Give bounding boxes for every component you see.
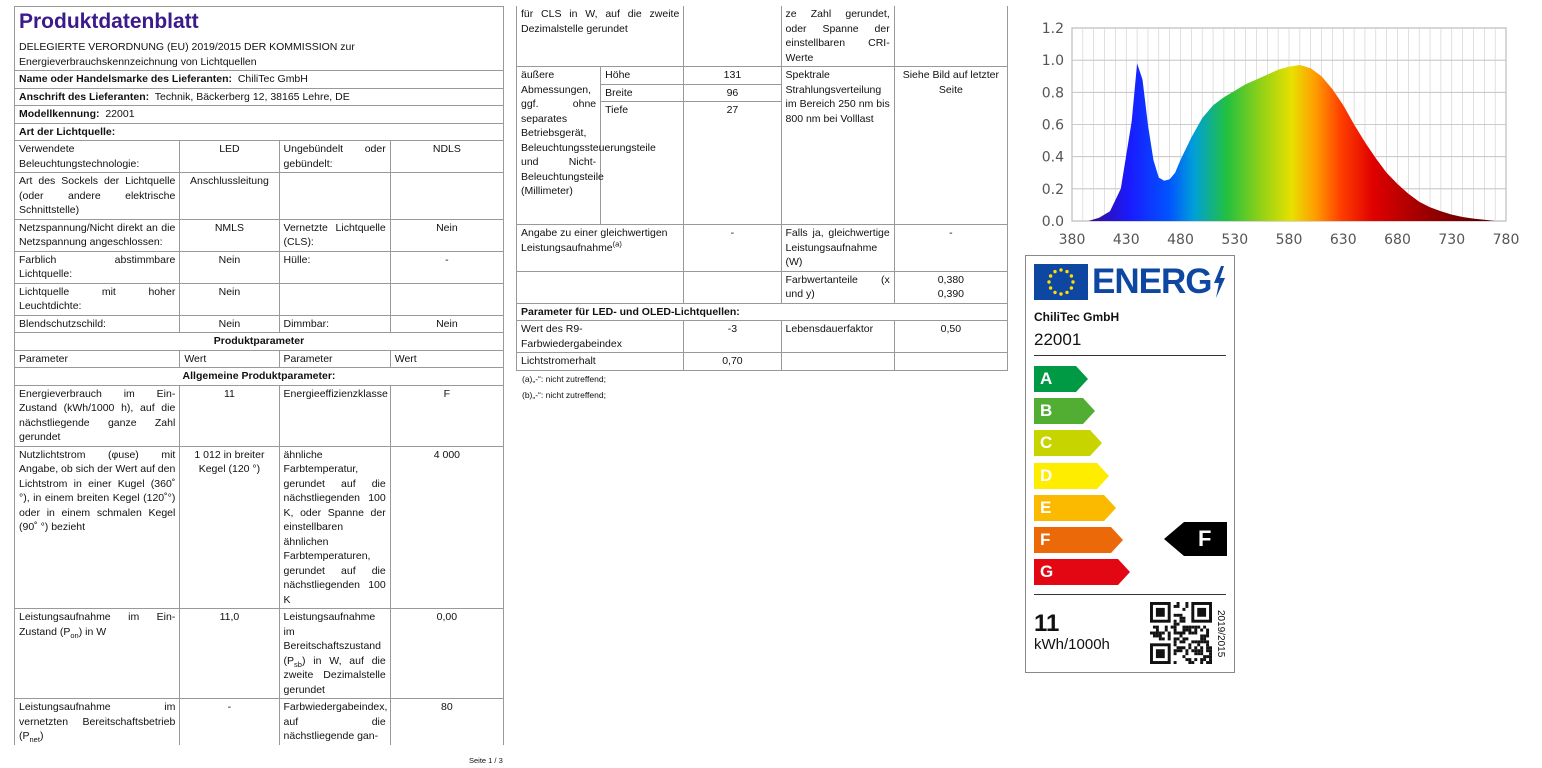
equiv-value: -	[684, 225, 781, 272]
y-tick-label: 1.2	[1041, 21, 1064, 37]
y-tick-label: 0.2	[1041, 181, 1064, 198]
dims-label: äußere Abmessungen, ggf. ohne separates Betriebsgerät, Beleuchtungssteuerungsteile und Nicht-Beleuchtungsteile (Millimeter)	[517, 67, 601, 225]
class-letter: F	[1040, 530, 1051, 549]
col-value-1: Wert	[180, 350, 279, 368]
x-tick-label: 680	[1384, 232, 1411, 248]
psb-label: Leistungsaufnahme im Bereitschaftszustand $(P_{sb})$ in W, auf die zweite Dezimalstelle gerundet	[279, 609, 390, 699]
cover-value: -	[390, 251, 503, 283]
cover-label: Hülle:	[279, 251, 390, 283]
regulation-number: 2019/2015	[1215, 610, 1226, 658]
mains-value: NMLS	[180, 219, 279, 251]
pon-value: 11,0	[180, 609, 279, 699]
col-param-2: Parameter	[279, 350, 390, 368]
eclass-value: F	[390, 385, 503, 446]
flux-label: Nutzlichtstrom (φuse) mit Angabe, ob sich der Wert auf den Lichtstrom in einer Kugel (360˚ °), in einem breiten Kegel (120˚°) oder in einem schmalen Kegel (90˚ °) bezieht	[15, 446, 180, 609]
rating-arrow	[1164, 522, 1227, 556]
energy-label: Energieverbrauch im Ein-Zustand (kWh/1000 h), auf die nächstliegende ganze Zahl gerundet	[15, 385, 180, 446]
datasheet-page-2	[516, 6, 1008, 403]
y-tick-label: 0.0	[1041, 214, 1064, 230]
eu-flag-icon	[1034, 264, 1088, 300]
x-axis-ticks	[1059, 232, 1520, 248]
led-params-heading: Parameter für LED- und OLED-Lichtquellen:	[517, 303, 1008, 321]
x-tick-label: 730	[1438, 232, 1466, 248]
life-value: 0,50	[894, 321, 1007, 353]
socket-label: Art des Sockels der Lichtquelle (oder andere elektrische Schnittstelle)	[15, 173, 180, 220]
qr-code-icon	[1150, 602, 1212, 664]
kwh-unit: kWh/1000h	[1034, 636, 1110, 653]
general-params-heading: Allgemeine Produktparameter:	[15, 368, 504, 386]
highlum-label: Lichtquelle mit hoher Leuchtdichte:	[15, 283, 180, 315]
lightning-icon	[1212, 266, 1226, 298]
x-tick-label: 630	[1329, 232, 1357, 248]
address-value: Technik, Bäckerberg 12, 38165 Lehre, DE	[154, 90, 350, 103]
bundle-label: Ungebündelt oder gebündelt:	[279, 141, 390, 173]
class-arrow-c	[1034, 430, 1102, 456]
x-tick-label: 430	[1112, 232, 1140, 248]
bundle-value: NDLS	[390, 141, 503, 173]
source-type-heading: Art der Lichtquelle:	[15, 123, 504, 141]
tunable-value: Nein	[180, 251, 279, 283]
cct-label: ähnliche Farbtemperatur, gerundet auf die nächstliegenden 100 K, oder Spanne der einstellbaren ähnlichen Farbtemperaturen, gerundet auf die nächstliegenden 100 K	[279, 446, 390, 609]
col-param-1: Parameter	[15, 350, 180, 368]
dim-label: Dimmbar:	[279, 315, 390, 333]
supplier-value: ChiliTec GmbH	[237, 73, 308, 85]
depth-value: 27	[684, 102, 781, 225]
x-tick-label: 580	[1275, 232, 1303, 248]
cri-value: 80	[390, 699, 503, 745]
class-arrow-g	[1034, 559, 1130, 585]
class-letter: D	[1040, 465, 1053, 485]
datasheet-page-1	[14, 6, 504, 745]
r9-label: Wert des R9-Farbwiedergabeindex	[517, 321, 684, 353]
highlum-value: Nein	[180, 283, 279, 315]
class-arrow-f	[1034, 527, 1123, 553]
supplier-label: Name oder Handelsmarke des Lieferanten:	[19, 73, 232, 85]
mains-label: Netzspannung/Nicht direkt an die Netzspannung angeschlossen:	[15, 219, 180, 251]
product-params-heading: Produktparameter	[15, 333, 504, 351]
y-axis-ticks	[1042, 21, 1064, 230]
spd-label: Spektrale Strahlungsverteilung im Bereich 250 nm bis 800 nm bei Volllast	[781, 67, 894, 225]
tech-value: LED	[180, 141, 279, 173]
width-label: Breite	[601, 84, 684, 102]
class-letter: E	[1040, 497, 1052, 517]
x-tick-label: 480	[1167, 232, 1194, 248]
maint-label: Lichtstromerhalt	[517, 353, 684, 371]
label-model: 22001	[1034, 330, 1082, 349]
model-value: 22001	[105, 108, 135, 120]
class-letter: A	[1040, 369, 1053, 388]
pon-label: Leistungsaufnahme im Ein-Zustand $(P_{on})$ in W	[15, 609, 180, 699]
address-label: Anschrift des Lieferanten:	[19, 90, 150, 103]
address-row	[15, 88, 504, 106]
model-row	[15, 106, 504, 124]
y-tick-label: 0.8	[1041, 85, 1064, 102]
class-arrow-a	[1034, 366, 1088, 392]
class-letter: G	[1040, 562, 1054, 582]
equiv-label: Angabe zu einer gleichwertigen Leistungsaufnahme$^{(a)}$	[517, 225, 684, 272]
flux-value: 1 012 in breiter Kegel (120 °)	[180, 446, 279, 609]
x-tick-label: 780	[1492, 232, 1520, 248]
datasheet-table-1	[14, 39, 504, 745]
energy-value: 11	[180, 385, 279, 446]
chroma-label: Farbwertanteile (x und y)	[781, 271, 894, 303]
footnote-b: (b)„-“: nicht zutreffend;	[522, 389, 606, 400]
cri-cont: ze Zahl gerundet, oder Spanne der einstellbaren CRI-Werte	[781, 6, 894, 67]
r9-value: -3	[684, 321, 781, 353]
x-tick-label: 380	[1058, 232, 1086, 248]
cri-label: Farbwiedergabeindex, auf die nächstliegende gan-	[279, 699, 390, 745]
rating-letter: F	[1198, 526, 1212, 551]
divider	[1034, 594, 1226, 595]
kwh-value: 11	[1034, 610, 1060, 637]
y-tick-label: 1.0	[1041, 53, 1064, 70]
model-label: Modellkennung:	[19, 108, 100, 120]
datasheet-table-2	[516, 6, 1008, 371]
energy-label	[1025, 255, 1235, 673]
glare-label: Blendschutzschild:	[15, 315, 180, 333]
equiv2-value: -	[894, 225, 1007, 272]
psb-value: 0,00	[390, 609, 503, 699]
class-arrow-e	[1034, 495, 1116, 521]
y-tick-label: 0.6	[1041, 117, 1064, 134]
energy-word: ENERG	[1092, 262, 1212, 301]
dim-value: Nein	[390, 315, 503, 333]
x-tick-label: 530	[1221, 232, 1249, 248]
life-label: Lebensdauerfaktor	[781, 321, 894, 353]
spd-value: Siehe Bild auf letzter Seite	[894, 67, 1007, 225]
width-value: 96	[684, 84, 781, 102]
cls-label: Vernetzte Lichtquelle (CLS):	[279, 219, 390, 251]
tunable-label: Farblich abstimmbare Lichtquelle:	[15, 251, 180, 283]
class-arrow-b	[1034, 398, 1095, 424]
label-supplier: ChiliTec GmbH	[1034, 310, 1120, 324]
eclass-label: Energieeffizienzklasse	[279, 385, 390, 446]
class-letter: C	[1040, 433, 1053, 453]
glare-value: Nein	[180, 315, 279, 333]
chroma-value: 0,380 0,390	[894, 271, 1007, 303]
pnet-label: Leistungsaufnahme im vernetzten Bereitschaftsbetrieb $(P_{net})$	[15, 699, 180, 745]
y-tick-label: 0.4	[1041, 149, 1064, 166]
height-value: 131	[684, 67, 781, 85]
pnet-cont: für CLS in W, auf die zweite Dezimalstelle gerundet	[517, 6, 684, 67]
equiv2-label: Falls ja, gleichwertige Leistungsaufnahme (W)	[781, 225, 894, 272]
cls-value: Nein	[390, 219, 503, 251]
page-title: Produktdatenblatt	[14, 6, 504, 39]
maint-value: 0,70	[684, 353, 781, 371]
pnet-value: -	[180, 699, 279, 745]
class-letter: B	[1040, 401, 1053, 421]
tech-label: Verwendete Beleuchtungstechnologie:	[15, 141, 180, 173]
regulation-text: DELEGIERTE VERORDNUNG (EU) 2019/2015 DER KOMMISSION zur Energieverbrauchskennzeichnung von Lichtquellen	[15, 39, 504, 71]
socket-value: Anschlussleitung	[180, 173, 279, 220]
divider	[1034, 355, 1226, 356]
page-number: Seite 1 / 3	[469, 756, 503, 765]
footnote-a: (a)„-“: nicht zutreffend;	[522, 373, 606, 384]
col-value-2: Wert	[390, 350, 503, 368]
cct-value: 4 000	[390, 446, 503, 609]
depth-label: Tiefe	[601, 102, 684, 225]
spectrum-chart	[1028, 14, 1520, 250]
supplier-row	[15, 71, 504, 89]
class-arrow-d	[1034, 463, 1109, 489]
height-label: Höhe	[601, 67, 684, 85]
